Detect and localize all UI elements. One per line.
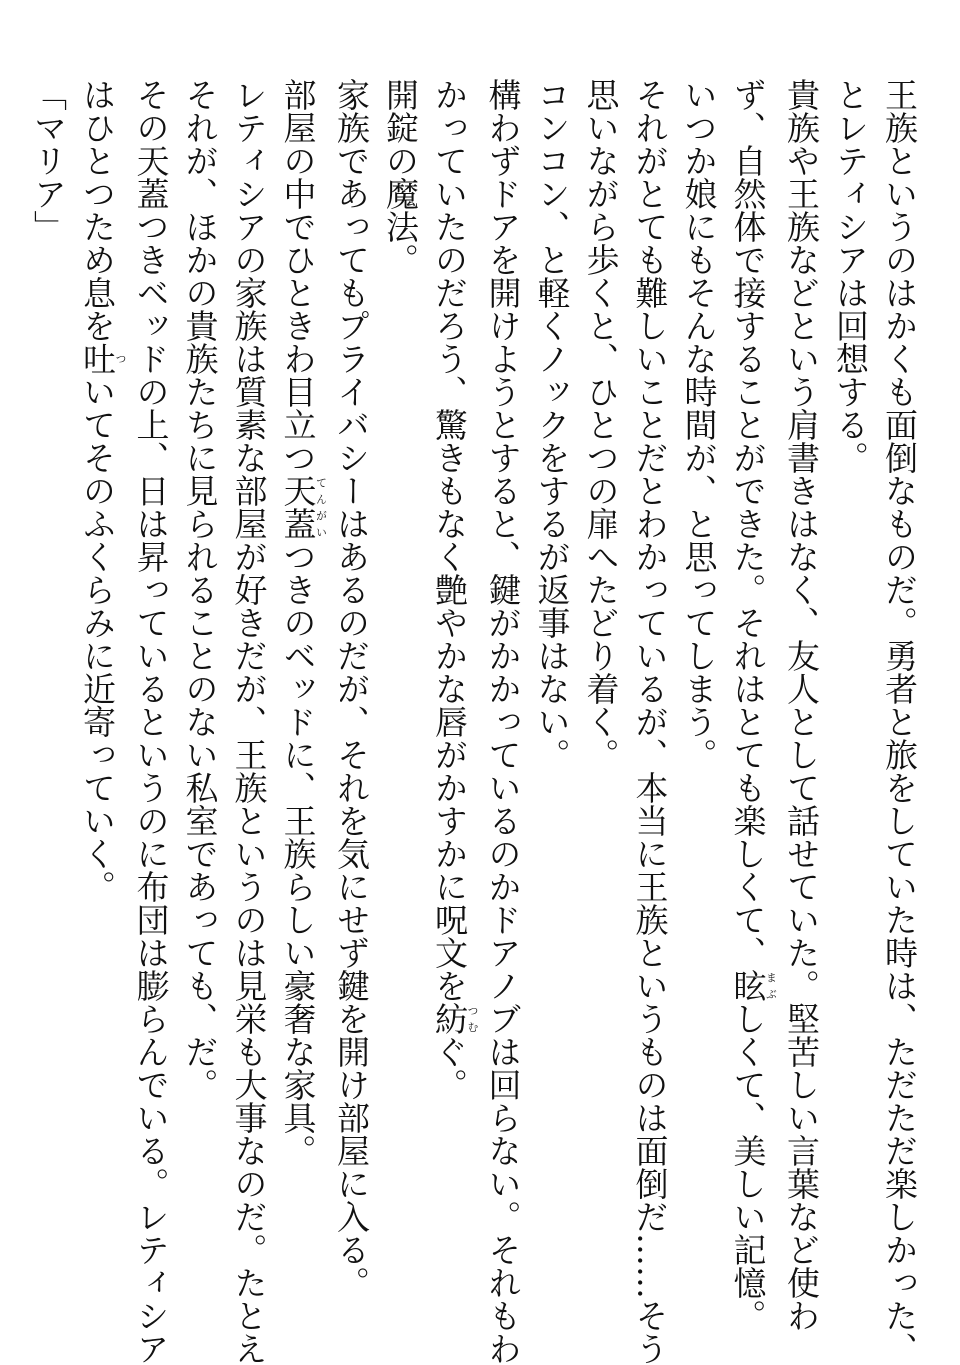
text-line-14: レティシアの家族は質素な部屋が好きだが、王族というのは見栄も大事なのだ。たとえ xyxy=(229,78,269,1365)
text-line-3: 貴族や王族などという肩書きはなく、友人として話せていた。堅苦しい言葉など使わ xyxy=(782,78,821,1332)
text-line-15: それが、ほかの貴族たちに見られることのない私室であっても、だ。 xyxy=(180,78,220,1101)
text-line-10: かっていたのだろう、驚きもなく艶やかな唇がかすかに呪文を紡つむぐ。 xyxy=(430,78,479,1101)
text-line-4: ず、自然体で接することができた。それはとても楽しくて、眩まぶしくて、美しい記憶。 xyxy=(728,78,778,1332)
text-line-5: いつか娘にもそんな時間が、と思ってしまう。 xyxy=(679,78,719,771)
text-line-13: 部屋の中でひときわ目立つ天蓋てんがいつきのベッドに、王族らしい豪奢な家具。 xyxy=(278,78,328,1167)
text-line-6: それがとても難しいことだとわかっているが、本当に王族というものは面倒だ……そう xyxy=(630,78,670,1365)
text-line-9: 構わずドアを開けようとすると、鍵がかかっているのかドアノブは回らない。それもわ xyxy=(483,78,523,1365)
text-line-7: 思いながら歩くと、ひとつの扉へたどり着く。 xyxy=(581,78,621,771)
text-line-11: 開錠の魔法。 xyxy=(381,78,420,276)
furigana: 吐つ xyxy=(78,342,127,375)
vertical-text-body xyxy=(24,78,924,1365)
furigana: 眩まぶ xyxy=(728,969,778,1002)
text-line-8: コンコン、と軽くノックをするが返事はない。 xyxy=(532,78,572,771)
text-line-16: その天蓋つきベッドの上、日は昇っているというのに布団は膨らんでいる。レティシア xyxy=(131,78,171,1365)
text-line-1: 王族というのはかくも面倒なものだ。勇者と旅をしていた時は、ただただ楽しかった、 xyxy=(880,78,919,1365)
text-line-18: 「マリア」 xyxy=(29,78,68,243)
text-line-12: 家族であってもプライバシーはあるのだが、それを気にせず鍵を開け部屋に入る。 xyxy=(332,78,371,1299)
text-line-2: とレティシアは回想する。 xyxy=(831,78,870,474)
text-line-17: はひとつため息を吐ついてそのふくらみに近寄っていく。 xyxy=(78,78,127,903)
furigana: 天蓋てんがい xyxy=(278,474,328,540)
furigana: 紡つむ xyxy=(430,1002,479,1035)
